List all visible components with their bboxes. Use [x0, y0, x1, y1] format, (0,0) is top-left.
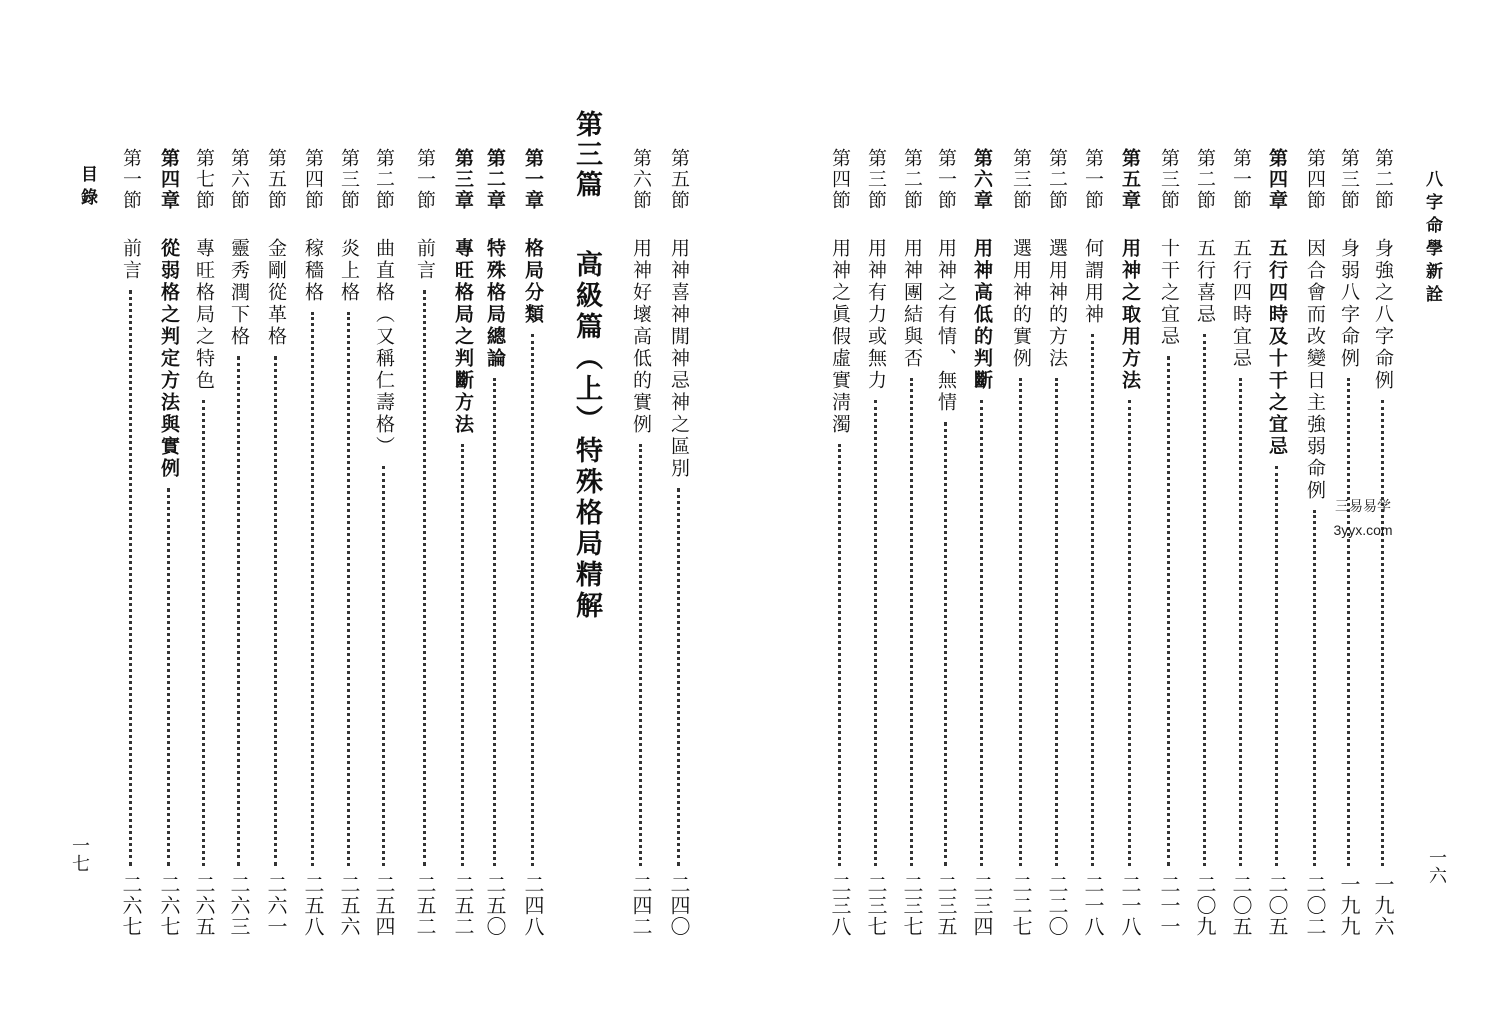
toc-chapter-entry: [448, 0, 478, 1032]
entry-page-number: 二三五: [934, 874, 958, 937]
entry-label: 第三節: [865, 148, 887, 211]
entry-title: 前言: [414, 238, 436, 282]
toc-section-entry: [410, 0, 440, 1032]
entry-page-number: 二六三: [227, 874, 251, 937]
entry-label: 第一節: [935, 148, 957, 211]
entry-page-number: 二三八: [828, 874, 852, 937]
dot-leader: [129, 290, 132, 866]
page-folio: 一七: [69, 836, 90, 872]
entry-label: 第六節: [228, 148, 250, 211]
entry-label: 第一章: [522, 148, 544, 211]
dot-leader: [531, 334, 534, 866]
entry-title: 用神之有情、無情: [935, 238, 957, 414]
toc-section-entry: [1190, 0, 1220, 1032]
entry-title: 五行四時宜忌: [1230, 238, 1252, 370]
dot-leader: [944, 422, 947, 866]
entry-page-number: 二四二: [629, 874, 653, 937]
entry-page-number: 二三七: [864, 874, 888, 937]
right-page: [745, 0, 1491, 1032]
toc-chapter-entry: [967, 0, 997, 1032]
entry-label: 第三節: [1010, 148, 1032, 211]
entry-label: 第四節: [829, 148, 851, 211]
toc-section-entry: [1006, 0, 1036, 1032]
dot-leader: [202, 400, 205, 866]
entry-page-number: 二〇二: [1303, 874, 1327, 937]
toc-section-entry: [897, 0, 927, 1032]
entry-label: 第六節: [630, 148, 652, 211]
entry-label: 第三節: [1338, 148, 1360, 211]
entry-page-number: 二四〇: [667, 874, 691, 937]
entry-page-number: 二〇五: [1229, 874, 1253, 937]
entry-page-number: 二〇五: [1265, 874, 1289, 937]
toc-section-entry: [1226, 0, 1256, 1032]
entry-page-number: 二三四: [970, 874, 994, 937]
entry-label: 第二章: [484, 148, 506, 211]
entry-page-number: 二五八: [301, 874, 325, 937]
toc-section-entry: [1078, 0, 1108, 1032]
dot-leader: [677, 488, 680, 866]
entry-page-number: 二六七: [157, 874, 181, 937]
toc-section-entry: [825, 0, 855, 1032]
entry-title: 炎上格: [338, 238, 360, 304]
dot-leader: [1128, 400, 1131, 866]
toc-section-entry: [861, 0, 891, 1032]
toc-section-entry: [1042, 0, 1072, 1032]
entry-label: 第七節: [193, 148, 215, 211]
part-title: 高級篇（上）特殊格局精解: [571, 250, 602, 622]
entry-title: 用神喜神閒神忌神之區別: [668, 238, 690, 480]
entry-label: 第三節: [338, 148, 360, 211]
entry-title: 用神有力或無力: [865, 238, 887, 392]
toc-section-entry: [931, 0, 961, 1032]
entry-page-number: 二五四: [372, 874, 396, 937]
entry-label: 第四節: [1304, 148, 1326, 211]
entry-title: 專旺格局之特色: [193, 238, 215, 392]
entry-title: 稼穡格: [302, 238, 324, 304]
entry-title: 專旺格局之判斷方法: [452, 238, 474, 436]
entry-title: 五行喜忌: [1194, 238, 1216, 326]
entry-page-number: 一九九: [1337, 874, 1361, 937]
entry-page-number: 二六七: [119, 874, 143, 937]
running-head: 八字命學新詮: [1422, 170, 1442, 308]
entry-title: 用神之眞假虛實淸濁: [829, 238, 851, 436]
entry-title: 靈秀潤下格: [228, 238, 250, 348]
dot-leader: [1313, 510, 1316, 866]
entry-title: 身強之八字命例: [1372, 238, 1394, 392]
dot-leader: [167, 488, 170, 866]
dot-leader: [274, 356, 277, 866]
toc-section-entry: [1154, 0, 1184, 1032]
part-heading: [566, 110, 606, 1010]
entry-label: 第三章: [452, 148, 474, 211]
entry-title: 從弱格之判定方法與實例: [158, 238, 180, 480]
running-head: 目錄: [77, 165, 97, 211]
dot-leader: [1091, 334, 1094, 866]
toc-section-entry: [298, 0, 328, 1032]
entry-page-number: 二一八: [1081, 874, 1105, 937]
entry-title: 何謂用神: [1082, 238, 1104, 326]
toc-section-entry: [369, 0, 399, 1032]
dot-leader: [1203, 334, 1206, 866]
entry-label: 第一節: [120, 148, 142, 211]
entry-label: 第二節: [1046, 148, 1068, 211]
entry-title: 用神好壞高低的實例: [630, 238, 652, 436]
entry-label: 第五節: [265, 148, 287, 211]
dot-leader: [1019, 378, 1022, 866]
entry-label: 第二節: [1372, 148, 1394, 211]
dot-leader: [910, 378, 913, 866]
entry-page-number: 二四八: [521, 874, 545, 937]
entry-title: 十干之宜忌: [1158, 238, 1180, 348]
entry-page-number: 二五六: [337, 874, 361, 937]
entry-title: 用神團結與否: [901, 238, 923, 370]
entry-page-number: 二一一: [1157, 874, 1181, 937]
dot-leader: [1055, 378, 1058, 866]
toc-section-entry: [334, 0, 364, 1032]
dot-leader: [838, 444, 841, 866]
watermark-line1: 三易易学: [1335, 498, 1391, 514]
toc-section-entry: [626, 0, 656, 1032]
entry-page-number: 二二七: [1009, 874, 1033, 937]
dot-leader: [1167, 356, 1170, 866]
entry-label: 第四章: [158, 148, 180, 211]
entry-title: 用神之取用方法: [1119, 238, 1141, 392]
entry-page-number: 二三七: [900, 874, 924, 937]
entry-page-number: 一九六: [1371, 874, 1395, 937]
entry-title: 格局分類: [522, 238, 544, 326]
dot-leader: [311, 312, 314, 866]
entry-title: 曲直格（又稱仁壽格）: [373, 238, 395, 458]
left-page: [0, 0, 745, 1032]
toc-section-entry: [189, 0, 219, 1032]
entry-label: 第六章: [971, 148, 993, 211]
entry-title: 因合會而改變日主強弱命例: [1304, 238, 1326, 502]
entry-label: 第二節: [1194, 148, 1216, 211]
entry-label: 第二節: [901, 148, 923, 211]
entry-page-number: 二五二: [413, 874, 437, 937]
toc-chapter-entry: [1115, 0, 1145, 1032]
entry-label: 第五節: [668, 148, 690, 211]
entry-label: 第一節: [1082, 148, 1104, 211]
dot-leader: [1239, 378, 1242, 866]
toc-section-entry: [261, 0, 291, 1032]
entry-label: 第四章: [1266, 148, 1288, 211]
dot-leader: [237, 356, 240, 866]
entry-title: 選用神的方法: [1046, 238, 1068, 370]
entry-page-number: 二六五: [192, 874, 216, 937]
toc-chapter-entry: [1262, 0, 1292, 1032]
dot-leader: [874, 400, 877, 866]
toc-section-entry: [116, 0, 146, 1032]
toc-section-entry: [664, 0, 694, 1032]
entry-label: 第五章: [1119, 148, 1141, 211]
entry-title: 前言: [120, 238, 142, 282]
entry-title: 用神高低的判斷: [971, 238, 993, 392]
page-folio: 一六: [1426, 848, 1447, 884]
dot-leader: [347, 312, 350, 866]
toc-section-entry: [224, 0, 254, 1032]
entry-page-number: 二二〇: [1045, 874, 1069, 937]
entry-page-number: 二六一: [264, 874, 288, 937]
entry-label: 第四節: [302, 148, 324, 211]
watermark-line2: 3yyx.com: [1333, 522, 1393, 538]
entry-label: 第一節: [1230, 148, 1252, 211]
entry-page-number: 二〇九: [1193, 874, 1217, 937]
entry-title: 身弱八字命例: [1338, 238, 1360, 370]
entry-page-number: 二一八: [1118, 874, 1142, 937]
dot-leader: [1347, 378, 1350, 866]
entry-title: 選用神的實例: [1010, 238, 1032, 370]
entry-page-number: 二五〇: [483, 874, 507, 937]
toc-chapter-entry: [518, 0, 548, 1032]
entry-page-number: 二五二: [451, 874, 475, 937]
entry-title: 金剛從革格: [265, 238, 287, 348]
dot-leader: [461, 444, 464, 866]
dot-leader: [980, 400, 983, 866]
dot-leader: [423, 290, 426, 866]
watermark: [1323, 496, 1403, 538]
entry-label: 第三節: [1158, 148, 1180, 211]
entry-label: 第二節: [373, 148, 395, 211]
entry-title: 五行四時及十干之宜忌: [1266, 238, 1288, 458]
dot-leader: [382, 466, 385, 866]
entry-label: 第一節: [414, 148, 436, 211]
dot-leader: [1275, 466, 1278, 866]
dot-leader: [639, 444, 642, 866]
entry-title: 特殊格局總論: [484, 238, 506, 370]
toc-chapter-entry: [480, 0, 510, 1032]
dot-leader: [1381, 400, 1384, 866]
toc-chapter-entry: [154, 0, 184, 1032]
part-label: 第三篇: [571, 110, 602, 200]
dot-leader: [493, 378, 496, 866]
